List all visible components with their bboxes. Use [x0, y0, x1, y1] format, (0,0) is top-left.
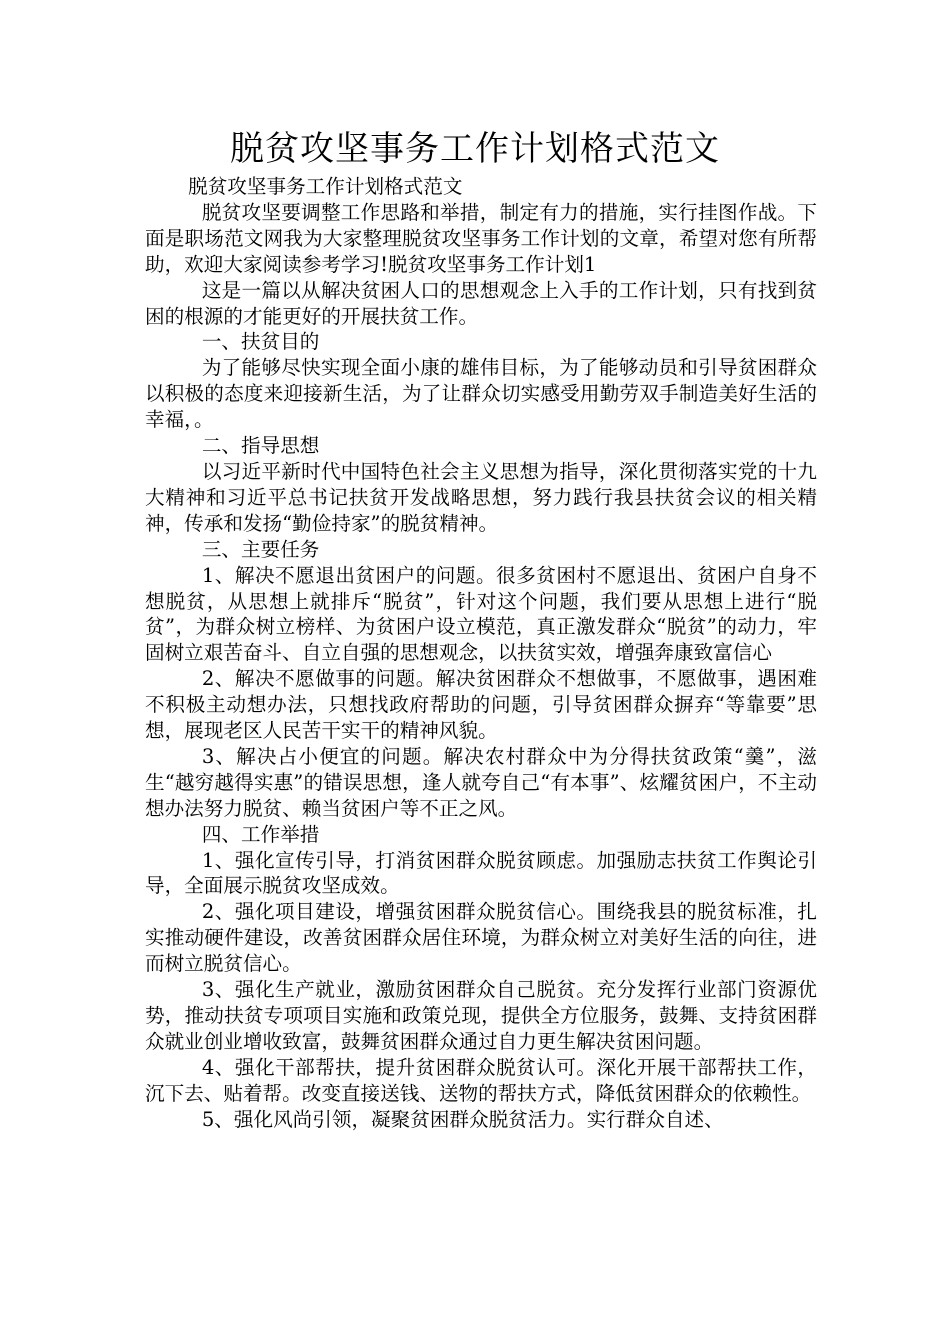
- section-heading-main-tasks: 三、主要任务: [201, 537, 320, 561]
- measure-item-4: 4、强化干部帮扶，提升贫困群众脱贫认可。深化开展干部帮扶工作，沉下去、贴着帮。改变直接送钱、送物的帮扶方式，降低贫困群众的依赖性。: [145, 1055, 817, 1105]
- measure-item-3: 3、强化生产就业，激励贫困群众自己脱贫。充分发挥行业部门资源优势，推动扶贫专项项目实施和政策兑现，提供全方位服务，鼓舞、支持贫困群众就业创业增收致富，鼓舞贫困群众通过自力更生解决贫困问题。: [145, 978, 817, 1053]
- task-item-2: 2、解决不愿做事的问题。解决贫困群众不想做事，不愿做事，遇困难不积极主动想办法，只想找政府帮助的问题，引导贫困群众摒弃“等靠要”思想，展现老区人民苦干实干的精神风貌。: [145, 667, 817, 743]
- summary-paragraph: 这是一篇以从解决贫困人口的思想观念上入手的工作计划，只有找到贫困的根源的才能更好的开展扶贫工作。: [145, 278, 817, 328]
- subtitle-paragraph: 脱贫攻坚事务工作计划格式范文: [188, 175, 463, 198]
- measure-item-1: 1、强化宣传引导，打消贫困群众脱贫顾虑。加强励志扶贫工作舆论引导，全面展示脱贫攻坚成效。: [145, 848, 817, 898]
- section-heading-purpose: 一、扶贫目的: [201, 330, 320, 354]
- section-heading-guiding-thought: 二、指导思想: [201, 434, 320, 458]
- task-item-1: 1、解决不愿退出贫困户的问题。很多贫困村不愿退出、贫困户自身不想脱贫，从思想上就排斥“脱贫”，针对这个问题，我们要从思想上进行“脱贫”，为群众树立榜样、为贫困户设立模范，真正激发群众“脱贫”的动力，牢固树立艰苦奋斗、自立自强的思想观念，以扶贫实效，增强奔康致富信心: [145, 563, 817, 665]
- document-body: [145, 174, 817, 1133]
- document-title: 脱贫攻坚事务工作计划格式范文: [230, 129, 720, 169]
- intro-paragraph: 脱贫攻坚要调整工作思路和举措，制定有力的措施，实行挂图作战。下面是职场范文网我为大家整理脱贫攻坚事务工作计划的文章，希望对您有所帮助，欢迎大家阅读参考学习!脱贫攻坚事务工作计划1: [145, 200, 817, 276]
- measure-item-5: 5、强化风尚引领，凝聚贫困群众脱贫活力。实行群众自述、: [201, 1107, 724, 1131]
- measure-item-2: 2、强化项目建设，增强贫困群众脱贫信心。围绕我县的脱贫标准，扎实推动硬件建设，改善贫困群众居住环境，为群众树立对美好生活的向往，进而树立脱贫信心。: [145, 900, 817, 976]
- guiding-thought-paragraph: 以习近平新时代中国特色社会主义思想为指导，深化贯彻落实党的十九大精神和习近平总书记扶贫开发战略思想，努力践行我县扶贫会议的相关精神，传承和发扬“勤俭持家”的脱贫精神。: [145, 459, 817, 535]
- section-heading-work-measures: 四、工作举措: [201, 822, 320, 846]
- purpose-paragraph: 为了能够尽快实现全面小康的雄伟目标，为了能够动员和引导贫困群众以积极的态度来迎接新生活，为了让群众切实感受用勤劳双手制造美好生活的幸福，。: [145, 356, 817, 432]
- task-item-3: 3、解决占小便宜的问题。解决农村群众中为分得扶贫政策“羹”，滋生“越穷越得实惠”的错误思想，逢人就夸自己“有本事”、炫耀贫困户，不主动想办法努力脱贫、赖当贫困户等不正之风。: [145, 744, 817, 820]
